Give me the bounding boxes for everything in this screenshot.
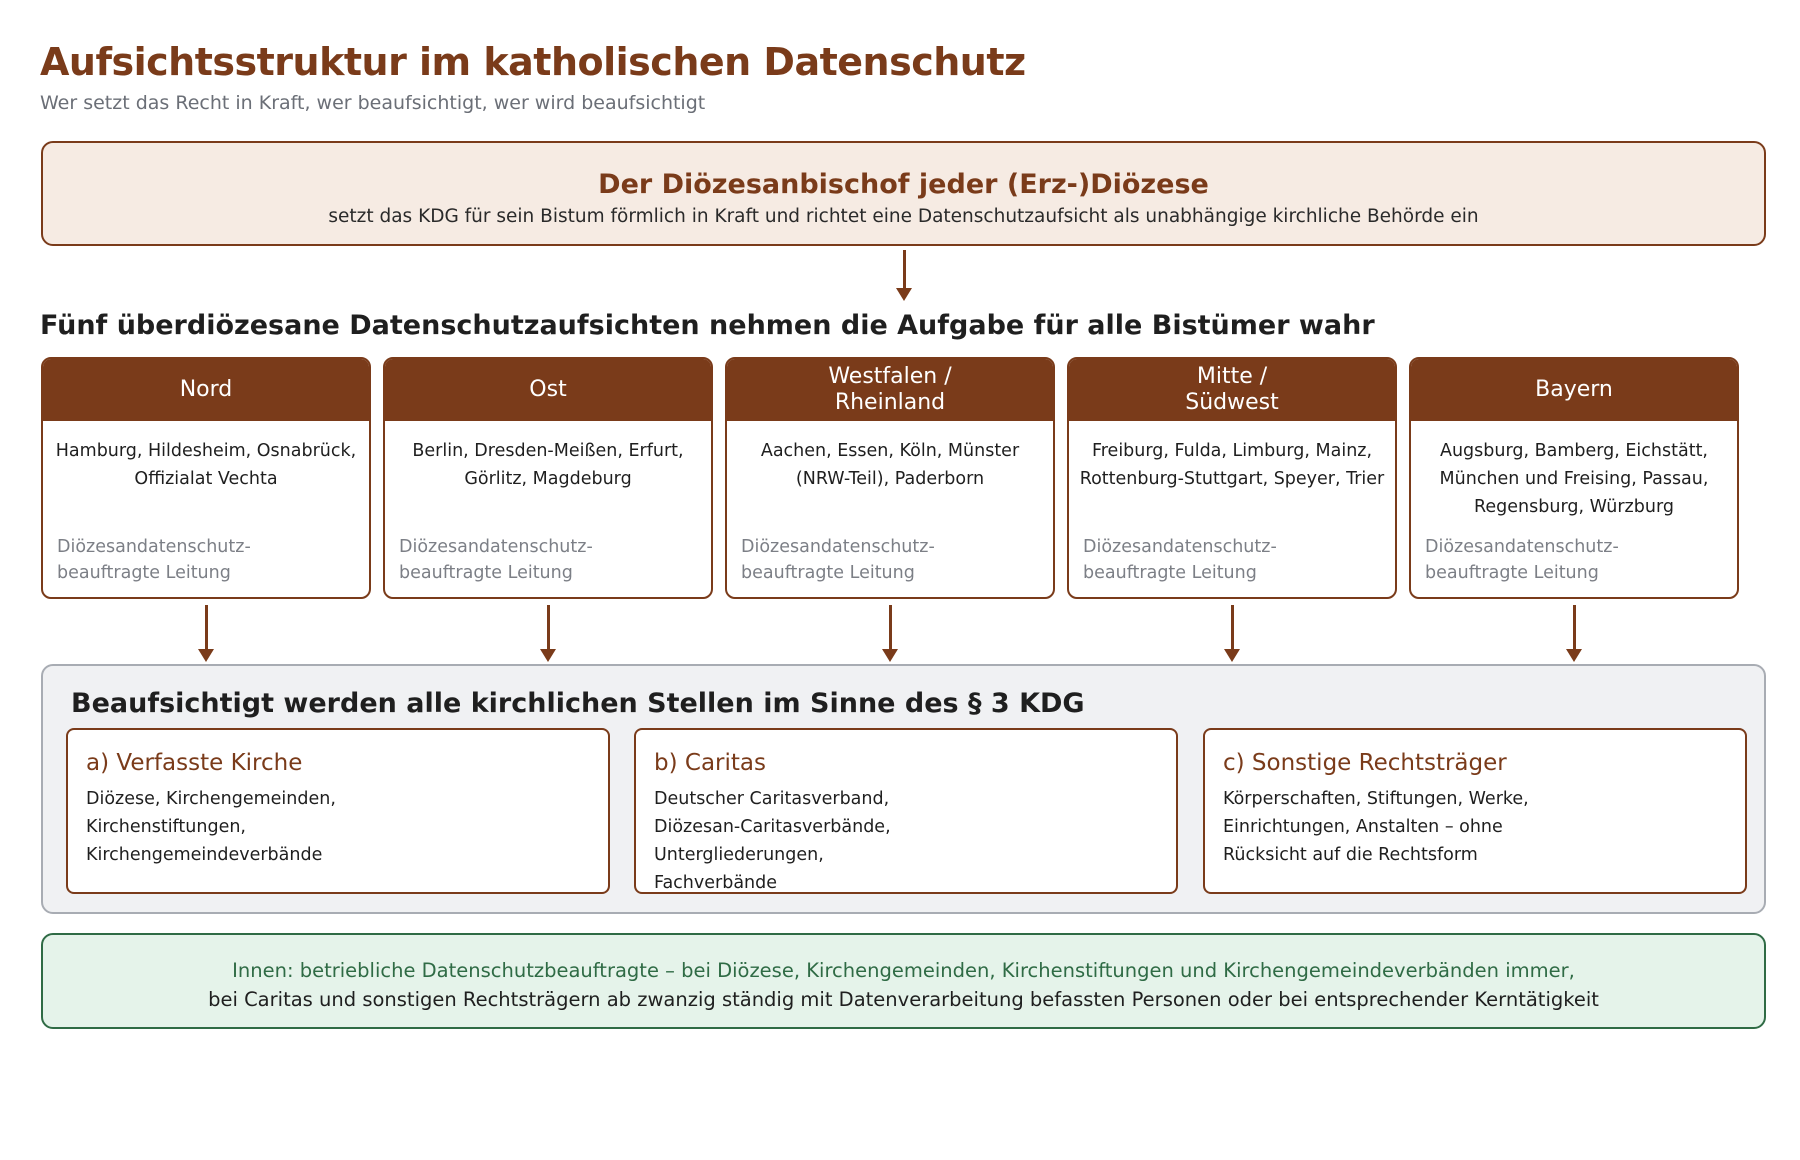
bishop-box xyxy=(41,141,1766,246)
authority-card-bayern xyxy=(1409,357,1739,599)
page-title: Aufsichtsstruktur im katholischen Datenschutz xyxy=(40,40,1026,84)
authority-dioceses: Augsburg, Bamberg, Eichstätt, München und Freising, Passau, Regensburg, Würzburg xyxy=(1439,441,1709,517)
category-text: Körperschaften, Stiftungen, Werke, Einrichtungen, Anstalten – ohne Rücksicht auf die Rechtsform xyxy=(1223,789,1529,865)
authority-name: Nord xyxy=(43,359,369,421)
category-verfasste-kirche xyxy=(66,728,610,894)
internal-note-line2: bei Caritas und sonstigen Rechtsträgern ab zwanzig ständig mit Datenverarbeitung befassten Personen oder bei entsprechender Kerntätigkeit xyxy=(208,988,1599,1011)
authority-card-ost xyxy=(383,357,713,599)
authority-dioceses: Hamburg, Hildesheim, Osnabrück, Offizialat Vechta xyxy=(55,441,357,489)
authority-leadership: Diözesandatenschutz-beauftragte Leitung xyxy=(741,537,935,583)
authority-leadership: Diözesandatenschutz-beauftragte Leitung xyxy=(399,537,593,583)
authorities-heading: Fünf überdiözesane Datenschutzaufsichten nehmen die Aufgabe für alle Bistümer wahr xyxy=(40,310,1375,341)
authority-card-nord xyxy=(41,357,371,599)
page-subtitle: Wer setzt das Recht in Kraft, wer beaufsichtigt, wer wird beaufsichtigt xyxy=(40,92,706,114)
category-text: Deutscher Caritasverband, Diözesan-Caritasverbände, Untergliederungen, Fachverbände xyxy=(654,789,891,893)
authority-leadership: Diözesandatenschutz-beauftragte Leitung xyxy=(1425,537,1619,583)
authority-name: Mitte / Südwest xyxy=(1069,359,1395,421)
bishop-title: Der Diözesanbischof jeder (Erz-)Diözese xyxy=(598,169,1209,200)
authority-dioceses: Berlin, Dresden-Meißen, Erfurt, Görlitz, Magdeburg xyxy=(412,441,684,489)
category-sonstige-rechtstraeger xyxy=(1203,728,1747,894)
authority-leadership: Diözesandatenschutz-beauftragte Leitung xyxy=(57,537,251,583)
authority-dioceses: Freiburg, Fulda, Limburg, Mainz, Rottenburg-Stuttgart, Speyer, Trier xyxy=(1079,441,1385,489)
bishop-description: setzt das KDG für sein Bistum förmlich in Kraft und richtet eine Datenschutzaufsicht als unabhängige kirchliche Behörde ein xyxy=(328,206,1479,227)
authority-name: Bayern xyxy=(1411,359,1737,421)
category-label: a) Verfasste Kirche xyxy=(86,750,303,776)
supervised-entities-box xyxy=(41,664,1766,914)
authority-leadership: Diözesandatenschutz-beauftragte Leitung xyxy=(1083,537,1277,583)
supervised-heading: Beaufsichtigt werden alle kirchlichen Stellen im Sinne des § 3 KDG xyxy=(71,688,1085,719)
authority-dioceses: Aachen, Essen, Köln, Münster (NRW-Teil), Paderborn xyxy=(760,441,1020,489)
category-caritas xyxy=(634,728,1178,894)
authority-card-mitte-suedwest xyxy=(1067,357,1397,599)
internal-note-line1: Innen: betriebliche Datenschutzbeauftragte – bei Diözese, Kirchengemeinden, Kirchenstiftungen und Kirchengemeindeverbänden immer, xyxy=(232,959,1575,982)
authority-name: Westfalen / Rheinland xyxy=(727,359,1053,421)
category-label: c) Sonstige Rechtsträger xyxy=(1223,750,1507,776)
authority-name: Ost xyxy=(385,359,711,421)
category-label: b) Caritas xyxy=(654,750,766,776)
internal-dpo-note xyxy=(41,933,1766,1029)
authority-card-westfalen-rheinland xyxy=(725,357,1055,599)
category-text: Diözese, Kirchengemeinden, Kirchenstiftungen, Kirchengemeindeverbände xyxy=(86,789,336,865)
